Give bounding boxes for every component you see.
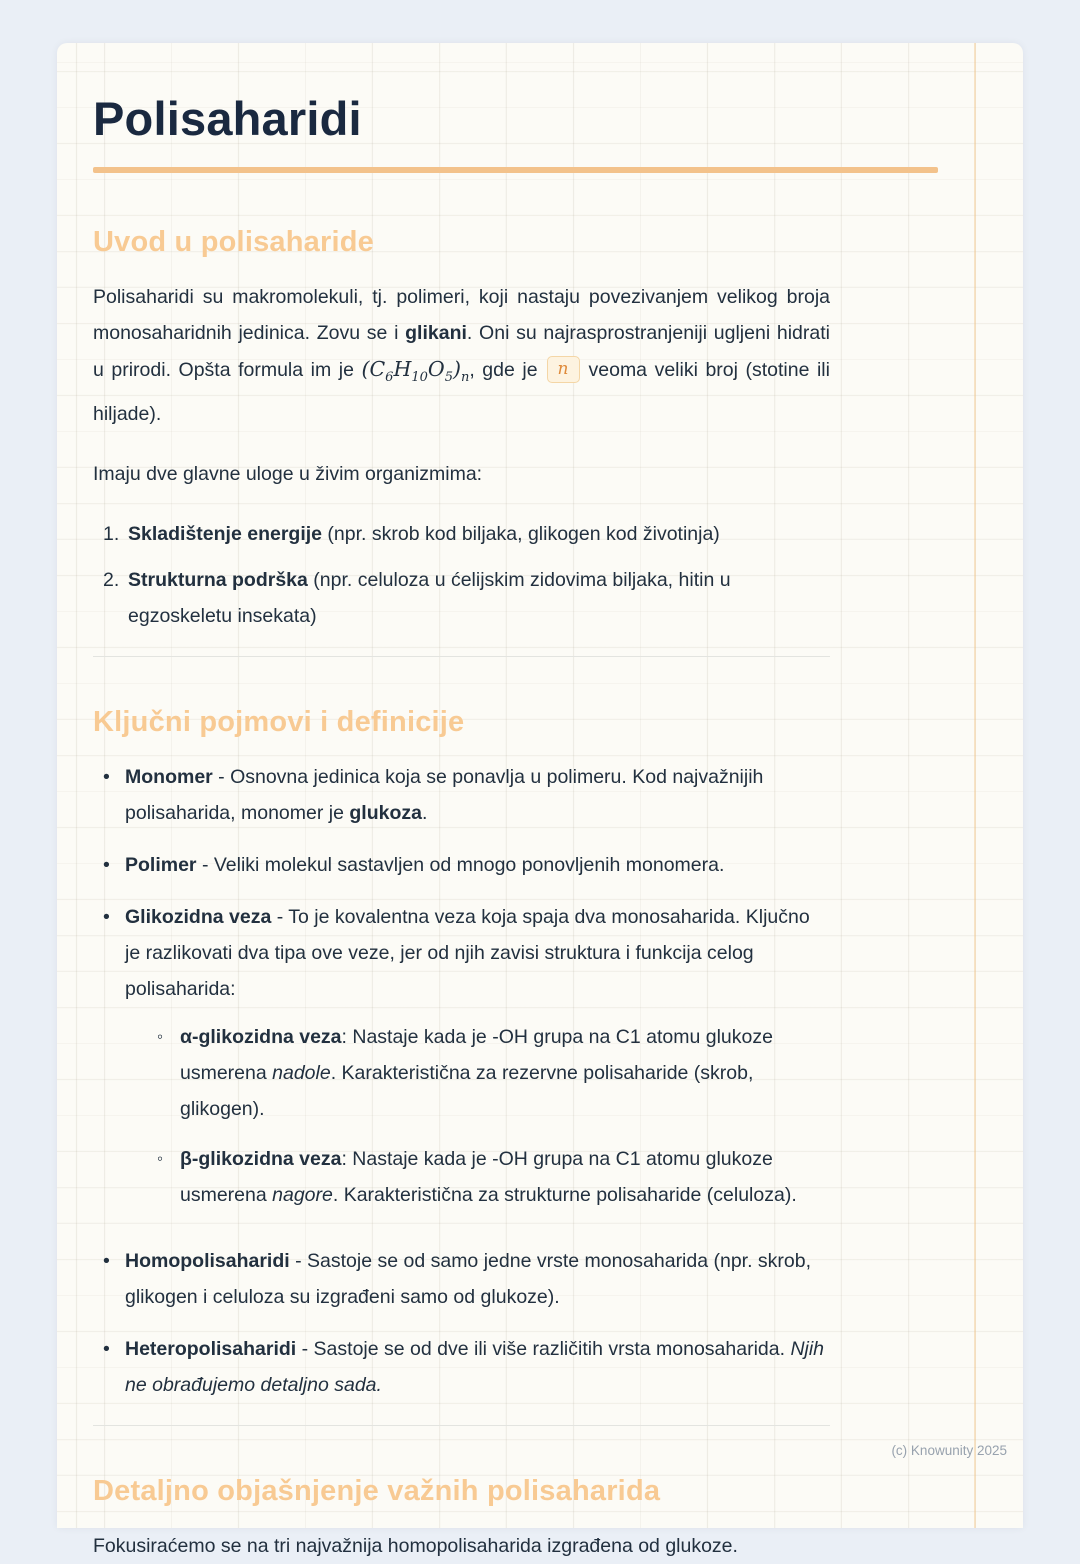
roles-intro-text: Imaju dve glavne uloge u živim organizmima: xyxy=(93,463,483,486)
details-paragraph: Fokusiraćemo se na tri najvažnija homopolisaharida izgrađena od glukoze. xyxy=(93,1535,738,1558)
list-item-text xyxy=(125,1331,830,1403)
chemical-formula xyxy=(361,357,470,386)
text-run: - Sastoje se od samo jedne vrste monosaharida (npr. skrob, glikogen i celuloza su izgrađeni samo od glukoze). xyxy=(125,1250,812,1309)
formula-subscript-n: n xyxy=(460,370,470,386)
formula-part: O xyxy=(427,357,445,382)
formula-part: (C xyxy=(361,357,386,382)
bold-term: Polimer xyxy=(125,854,197,877)
text-run: . Oni su najrasprostranjeniji ugljeni hidrati u prirodi. Opšta formula im je xyxy=(93,322,830,382)
list-item-text xyxy=(180,1019,830,1127)
bullet-item-glikozidna-veza xyxy=(103,899,830,1227)
section-divider xyxy=(93,656,830,657)
bullet-icon: • xyxy=(103,906,110,929)
sub-bullet-item-beta xyxy=(157,1141,830,1213)
list-item-text xyxy=(128,562,830,634)
sub-bullet-icon: ◦ xyxy=(157,1027,164,1047)
section-heading-intro: Uvod u polisaharide xyxy=(93,226,374,259)
intro-paragraph xyxy=(93,279,830,432)
section-heading-key-terms: Ključni pojmovi i definicije xyxy=(93,706,465,739)
sub-bullet-item-alpha xyxy=(157,1019,830,1127)
sub-bullet-icon: ◦ xyxy=(157,1149,164,1169)
list-item-text xyxy=(125,899,830,1227)
italic-term: nagore xyxy=(272,1184,333,1207)
text-run: (npr. skrob kod biljaka, glikogen kod životinja) xyxy=(322,523,720,546)
text-run: Polisaharidi su makromolekuli, tj. polimeri, koji nastaju povezivanjem velikog broja monosaharidnih jedinica. Zovu se i xyxy=(93,286,830,345)
bullet-icon: • xyxy=(103,1250,110,1273)
text-run: - Osnovna jedinica koja se ponavlja u polimeru. Kod najvažnijih polisaharida, monomer je xyxy=(125,766,764,825)
bold-term: α-glikozidna veza xyxy=(180,1026,342,1049)
list-item-text xyxy=(180,1141,830,1213)
bold-term: Strukturna podrška xyxy=(128,569,308,592)
formula-part: H xyxy=(393,357,412,382)
sub-bullet-list xyxy=(157,1019,830,1213)
text-run: : Nastaje kada je -OH grupa na C1 atomu glukoze usmerena xyxy=(180,1026,773,1085)
bullet-list xyxy=(103,759,830,1403)
bold-term: Glikozidna veza xyxy=(125,906,272,929)
list-item-text xyxy=(125,759,830,831)
list-number: 1. xyxy=(103,523,120,546)
bold-term-glikani: glikani xyxy=(405,322,467,345)
section-details xyxy=(93,1472,830,1564)
formula-subscript: 6 xyxy=(385,370,394,386)
formula-part: ) xyxy=(452,357,461,382)
text-run: , gde je xyxy=(469,359,538,382)
text-run: veoma veliki broj (stotine ili hiljade). xyxy=(93,359,830,426)
text-run: - Veliki molekul sastavljen od mnogo ponovljenih monomera. xyxy=(196,854,725,877)
n-variable-chip: n xyxy=(547,356,580,383)
text-run: . xyxy=(421,802,428,825)
list-item-text xyxy=(125,1243,830,1315)
bullet-item-polimer xyxy=(103,847,830,883)
bullet-icon: • xyxy=(103,766,110,789)
text-run: . Karakteristična za rezervne polisaharide (skrob, glikogen). xyxy=(180,1062,754,1121)
formula-subscript: 5 xyxy=(444,370,453,386)
bold-term-glukoza: glukoza xyxy=(349,802,422,825)
bold-term: Heteropolisaharidi xyxy=(125,1338,297,1361)
section-divider-2 xyxy=(93,1425,830,1426)
copyright-note: (c) Knowunity 2025 xyxy=(891,1443,1007,1458)
section-key-terms xyxy=(93,703,830,1403)
list-item-text xyxy=(128,516,830,552)
section-intro xyxy=(93,223,830,634)
numbered-item-structure xyxy=(103,562,830,634)
bold-term: Homopolisaharidi xyxy=(125,1250,290,1273)
formula-subscript: 10 xyxy=(411,370,428,386)
section-heading-details: Detaljno objašnjenje važnih polisaharida xyxy=(93,1475,661,1508)
title-underline xyxy=(93,167,938,173)
text-run: - To je kovalentna veza koja spaja dva monosaharida. Ključno je razlikovati dva tipa ove veze, jer od njih zavisi struktura i funkcija celog polisaharida: xyxy=(125,906,810,1001)
text-run: . Karakteristična za strukturne polisaharide (celuloza). xyxy=(332,1184,797,1207)
list-item-text xyxy=(125,847,830,883)
bullet-item-homopolisaharidi xyxy=(103,1243,830,1315)
italic-term: nadole xyxy=(272,1062,331,1085)
note-page xyxy=(57,43,1023,1558)
numbered-list xyxy=(103,516,830,634)
page-title: Polisaharidi xyxy=(93,92,362,145)
page-content xyxy=(57,43,830,1564)
bold-term: β-glikozidna veza xyxy=(180,1148,342,1171)
italic-note: Njih ne obrađujemo detaljno sada. xyxy=(125,1338,825,1397)
bullet-item-heteropolisaharidi xyxy=(103,1331,830,1403)
bold-term: Skladištenje energije xyxy=(128,523,323,546)
margin-line xyxy=(974,43,976,1528)
bullet-icon: • xyxy=(103,854,110,877)
text-run: - Sastoje se od dve ili više različitih vrsta monosaharida. xyxy=(296,1338,791,1361)
bullet-item-monomer xyxy=(103,759,830,831)
bold-term: Monomer xyxy=(125,766,213,789)
numbered-item-energy xyxy=(103,516,830,552)
text-run: : Nastaje kada je -OH grupa na C1 atomu glukoze usmerena xyxy=(180,1148,773,1207)
text-run: (npr. celuloza u ćelijskim zidovima biljaka, hitin u egzoskeletu insekata) xyxy=(128,569,731,628)
list-number: 2. xyxy=(103,569,120,592)
bullet-icon: • xyxy=(103,1338,110,1361)
